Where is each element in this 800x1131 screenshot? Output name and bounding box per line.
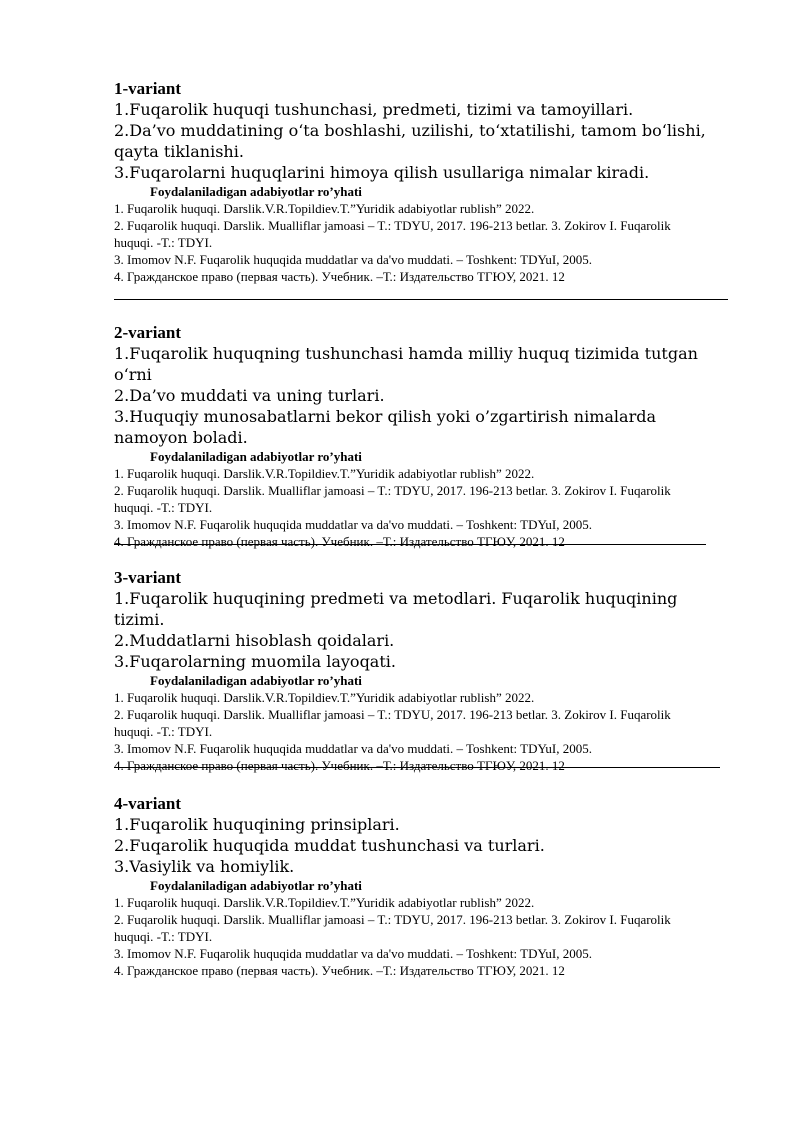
variant-title: 1-variant	[114, 79, 182, 98]
variant-title: 4-variant	[114, 794, 182, 813]
references-heading: Foydalaniladigan adabiyotlar ro’yhati	[150, 449, 362, 464]
reference-item: 1. Fuqarolik huquqi. Darslik.V.R.Topildiev.T.”Yuridik adabiyotlar rublish” 2022.	[114, 466, 535, 481]
section-divider	[114, 299, 728, 300]
question-item: 1.Fuqarolik huquqning tushunchasi hamda milliy huquq tizimida tutgan o‘rni	[114, 344, 698, 384]
references-heading: Foydalaniladigan adabiyotlar ro’yhati	[150, 878, 362, 893]
reference-item: 1. Fuqarolik huquqi. Darslik.V.R.Topildiev.T.”Yuridik adabiyotlar rublish” 2022.	[114, 690, 535, 705]
variant-section-3	[114, 567, 734, 774]
reference-item: 4. Гражданское право (первая часть). Учебник. –Т.: Издательство ТГЮУ, 2021. 12	[114, 758, 565, 773]
reference-item: 2. Fuqarolik huquqi. Darslik. Mualliflar jamoasi – T.: TDYU, 2017. 196-213 betlar. 3. Zokirov I. Fuqarolik huquqi. -T.: TDYI.	[114, 912, 671, 944]
question-item: 1.Fuqarolik huquqi tushunchasi, predmeti, tizimi va tamoyillari.	[114, 100, 634, 119]
variant-section-2	[114, 322, 734, 550]
reference-item: 4. Гражданское право (первая часть). Учебник. –Т.: Издательство ТГЮУ, 2021. 12	[114, 269, 565, 284]
variant-section-1	[114, 78, 734, 285]
references-heading: Foydalaniladigan adabiyotlar ro’yhati	[150, 184, 362, 199]
reference-item: 3. Imomov N.F. Fuqarolik huquqida muddatlar va da'vo muddati. – Toshkent: TDYuI, 2005.	[114, 252, 592, 267]
question-item: 2.Da’vo muddatining o‘ta boshlashi, uzilishi, to‘xtatilishi, tamom bo‘lishi, qayta tiklanishi.	[114, 121, 706, 161]
reference-item: 3. Imomov N.F. Fuqarolik huquqida muddatlar va da'vo muddati. – Toshkent: TDYuI, 2005.	[114, 946, 592, 961]
variant-section-4	[114, 793, 734, 979]
question-item: 3.Fuqarolarning muomila layoqati.	[114, 652, 396, 671]
section-divider	[114, 544, 706, 545]
question-item: 2.Muddatlarni hisoblash qoidalari.	[114, 631, 395, 650]
variant-title: 3-variant	[114, 568, 182, 587]
section-divider	[114, 767, 720, 768]
question-item: 3.Vasiylik va homiylik.	[114, 857, 295, 876]
question-item: 1.Fuqarolik huquqining predmeti va metodlari. Fuqarolik huquqining tizimi.	[114, 589, 678, 629]
reference-item: 3. Imomov N.F. Fuqarolik huquqida muddatlar va da'vo muddati. – Toshkent: TDYuI, 2005.	[114, 517, 592, 532]
question-item: 1.Fuqarolik huquqining prinsiplari.	[114, 815, 400, 834]
reference-item: 1. Fuqarolik huquqi. Darslik.V.R.Topildiev.T.”Yuridik adabiyotlar rublish” 2022.	[114, 895, 535, 910]
question-item: 3.Fuqarolarni huquqlarini himoya qilish usullariga nimalar kiradi.	[114, 163, 650, 182]
question-item: 2.Da’vo muddati va uning turlari.	[114, 386, 385, 405]
reference-item: 4. Гражданское право (первая часть). Учебник. –Т.: Издательство ТГЮУ, 2021. 12	[114, 963, 565, 978]
variant-title: 2-variant	[114, 323, 182, 342]
reference-item: 3. Imomov N.F. Fuqarolik huquqida muddatlar va da'vo muddati. – Toshkent: TDYuI, 2005.	[114, 741, 592, 756]
reference-item: 2. Fuqarolik huquqi. Darslik. Mualliflar jamoasi – T.: TDYU, 2017. 196-213 betlar. 3. Zokirov I. Fuqarolik huquqi. -T.: TDYI.	[114, 707, 671, 739]
reference-item: 4. Гражданское право (первая часть). Учебник. –Т.: Издательство ТГЮУ, 2021. 12	[114, 534, 565, 549]
reference-item: 2. Fuqarolik huquqi. Darslik. Mualliflar jamoasi – T.: TDYU, 2017. 196-213 betlar. 3. Zokirov I. Fuqarolik huquqi. -T.: TDYI.	[114, 483, 671, 515]
references-heading: Foydalaniladigan adabiyotlar ro’yhati	[150, 673, 362, 688]
question-item: 3.Huquqiy munosabatlarni bekor qilish yoki o’zgartirish nimalarda namoyon boladi.	[114, 407, 656, 447]
question-item: 2.Fuqarolik huquqida muddat tushunchasi va turlari.	[114, 836, 545, 855]
reference-item: 1. Fuqarolik huquqi. Darslik.V.R.Topildiev.T.”Yuridik adabiyotlar rublish” 2022.	[114, 201, 535, 216]
reference-item: 2. Fuqarolik huquqi. Darslik. Mualliflar jamoasi – T.: TDYU, 2017. 196-213 betlar. 3. Zokirov I. Fuqarolik huquqi. -T.: TDYI.	[114, 218, 671, 250]
